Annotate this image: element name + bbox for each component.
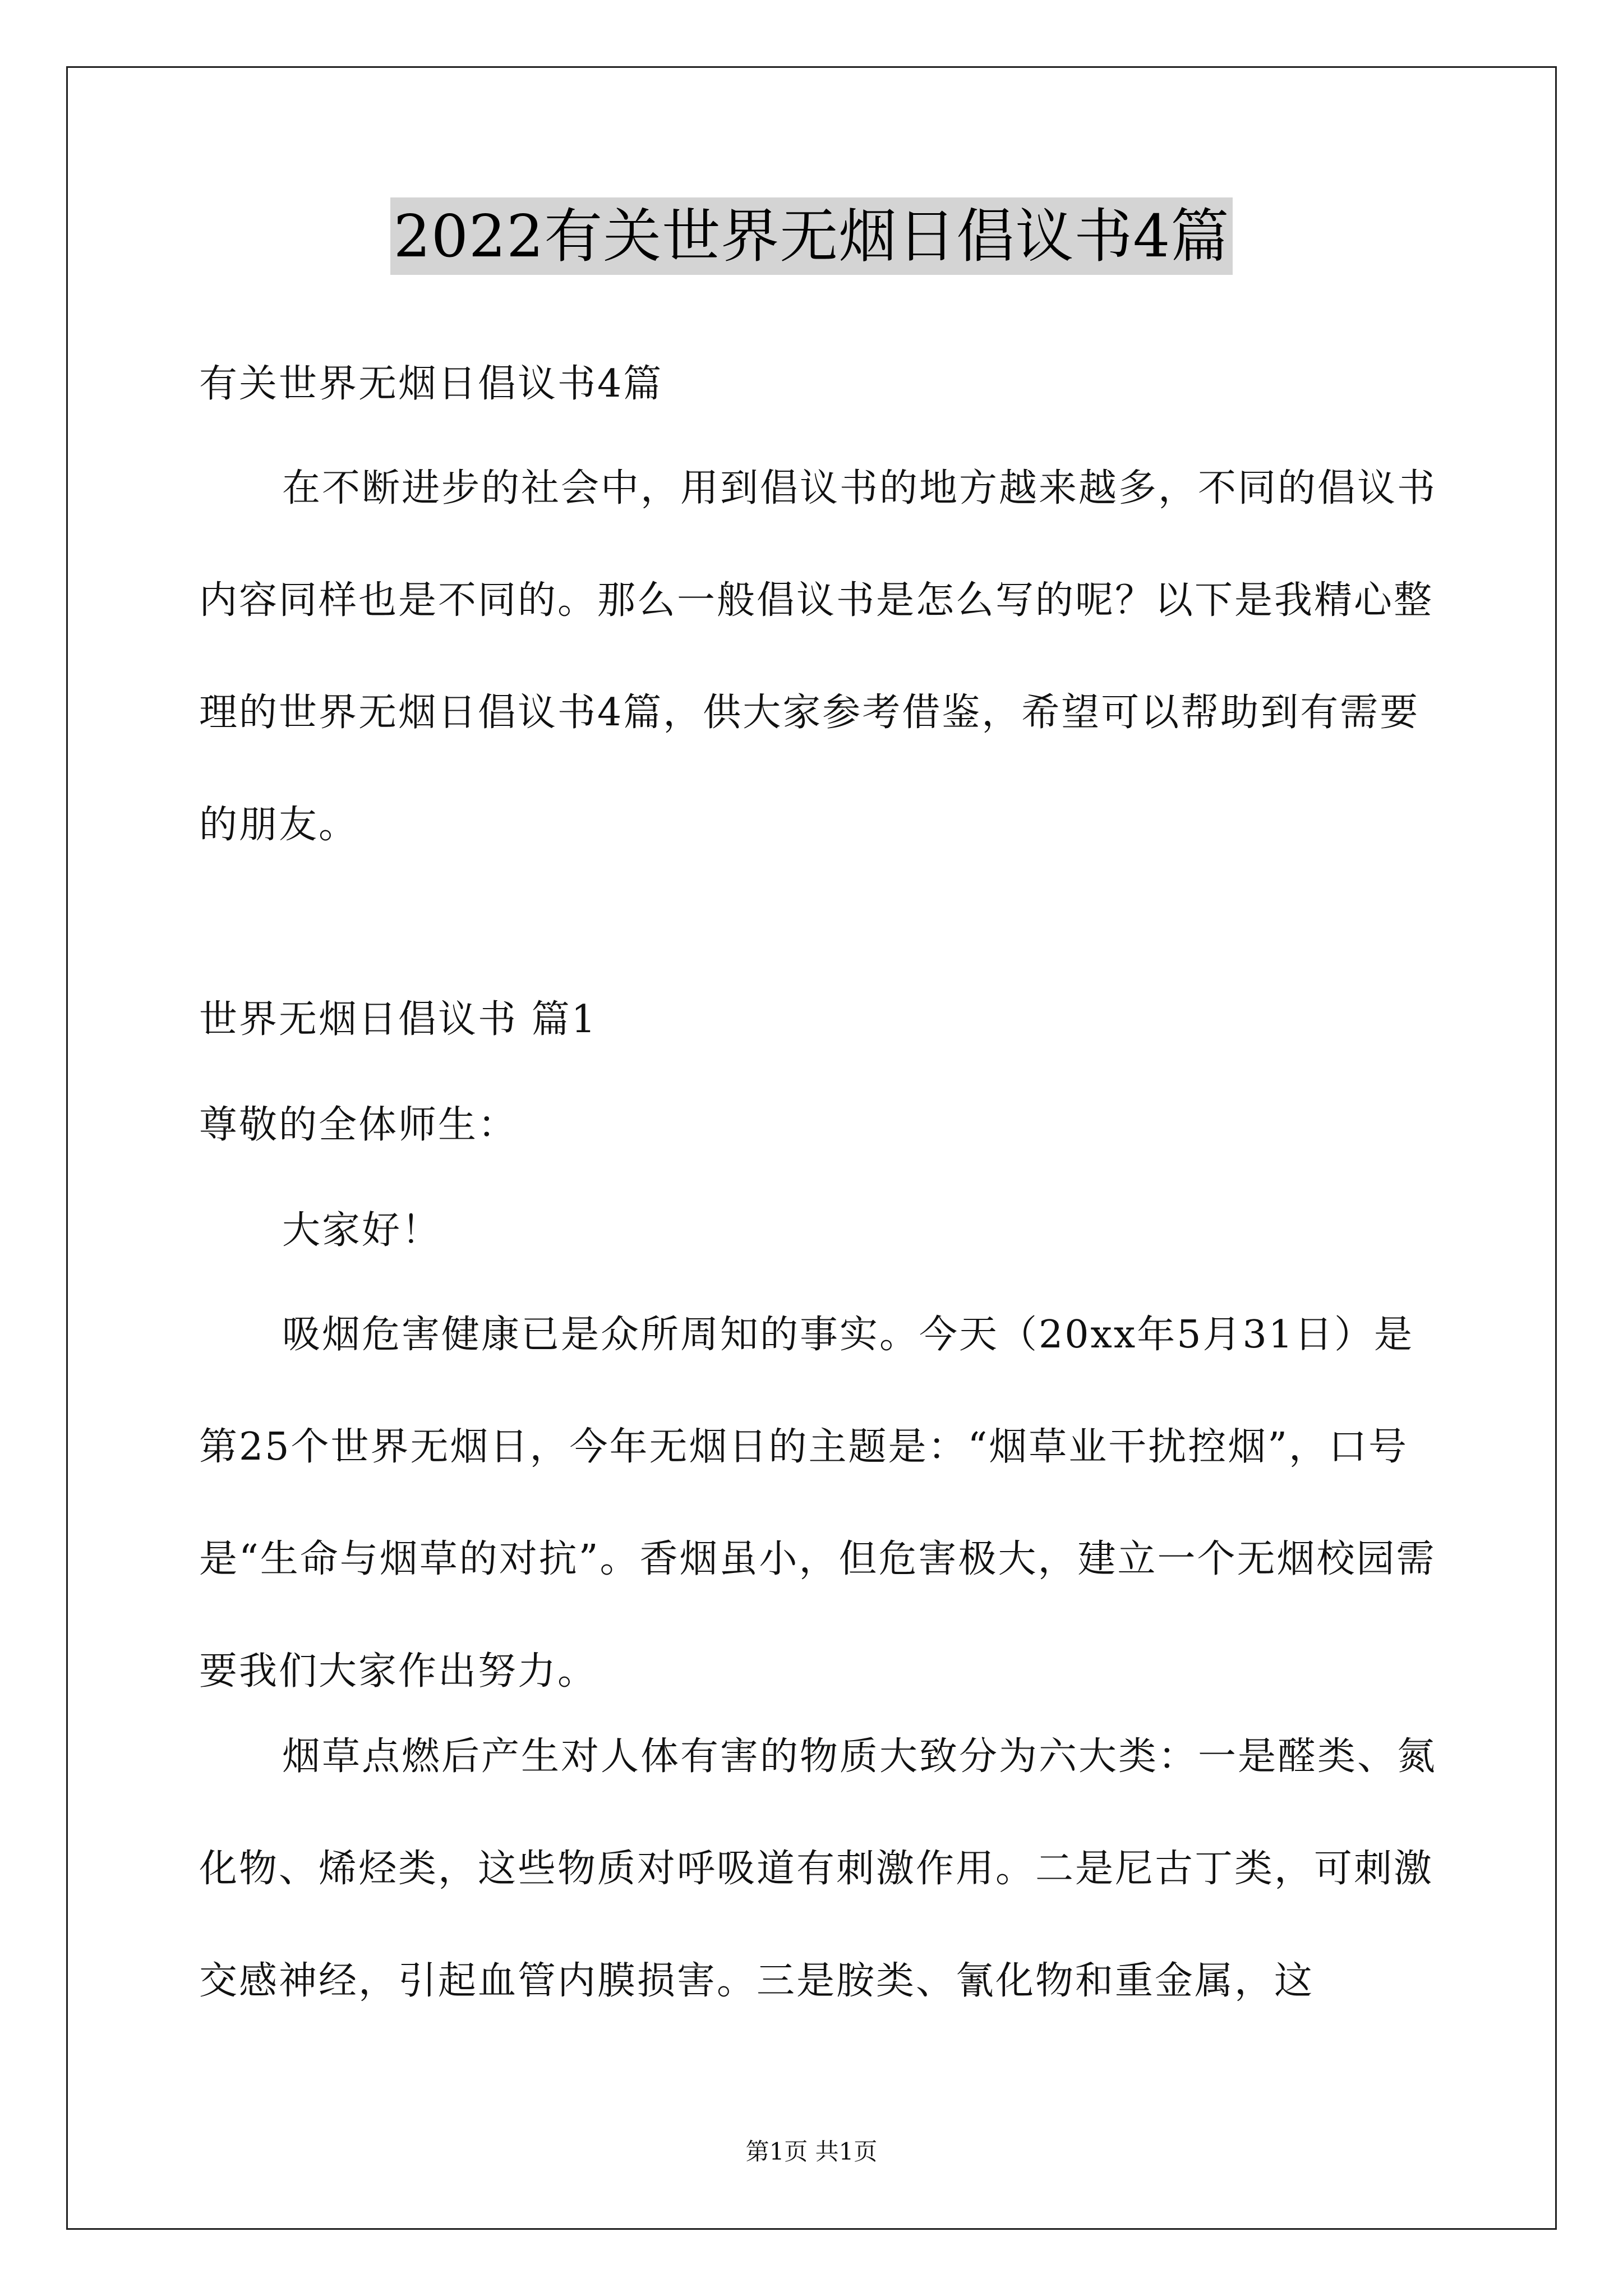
body-paragraph-2: 烟草点燃后产生对人体有害的物质大致分为六大类：一是醛类、氮化物、烯烃类，这些物质对呼吸道有刺激作用。二是尼古丁类，可刺激交感神经，引起血管内膜损害。三是胺类、氰化物和重金属，这 [199,1734,1437,2003]
document-title: 2022有关世界无烟日倡议书4篇 [390,197,1233,275]
page-footer: 第1页 共1页 [745,2138,878,2165]
title-wrapper [0,197,1623,275]
document-subtitle: 有关世界无烟日倡议书4篇 [199,362,663,406]
section-heading: 世界无烟日倡议书 篇1 [199,997,597,1042]
body-paragraph-1: 吸烟危害健康已是众所周知的事实。今天（20xx年5月31日）是第25个世界无烟日，今年无烟日的主题是：“烟草业干扰控烟”，口号是“生命与烟草的对抗”。香烟虽小，但危害极大，建立一个无烟校园需要我们大家作出努力。 [199,1313,1436,1694]
intro-paragraph: 在不断进步的社会中，用到倡议书的地方越来越多，不同的倡议书内容同样也是不同的。那么一般倡议书是怎么写的呢？以下是我精心整理的世界无烟日倡议书4篇，供大家参考借鉴，希望可以帮助到有需要的朋友。 [199,466,1437,847]
greeting: 大家好！ [282,1208,442,1253]
salutation: 尊敬的全体师生： [199,1103,518,1147]
